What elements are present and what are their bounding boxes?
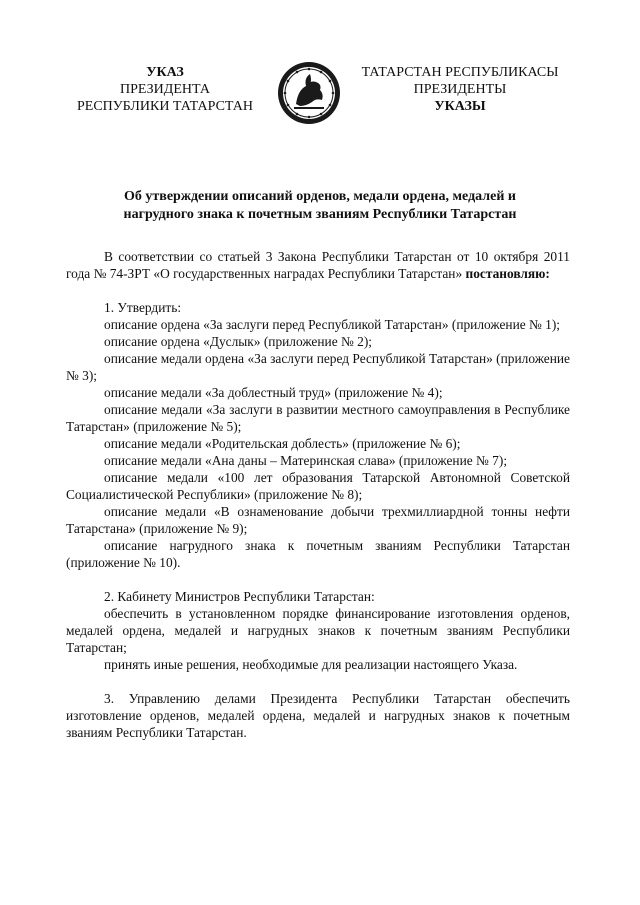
item2-entry: принять иные решения, необходимые для реализации настоящего Указа.: [104, 657, 518, 672]
header-left: [60, 64, 270, 115]
item1-entry: описание медали «За заслуги в развитии местного самоуправления в Республике Татарстан» (приложение № 5);: [66, 402, 570, 434]
document-title: [80, 188, 560, 224]
title-line-2: нагрудного знака к почетным званиям Республики Татарстан: [123, 207, 517, 222]
intro-emphasis: постановляю:: [465, 266, 550, 281]
document-body: [66, 248, 570, 741]
item2-heading: 2. Кабинету Министров Республики Татарстан:: [104, 589, 375, 604]
item1-heading: 1. Утвердить:: [104, 300, 182, 315]
header-right: [350, 64, 570, 115]
president-tatar-label: ПРЕЗИДЕНТЫ: [413, 82, 507, 97]
title-line-1: Об утверждении описаний орденов, медали ордена, медалей и: [124, 189, 516, 204]
item1-entry: описание нагрудного знака к почетным званиям Республики Татарстан (приложение № 10).: [66, 538, 570, 570]
item1-entry: описание медали «Ана даны – Материнская слава» (приложение № 7);: [104, 453, 508, 468]
decree-label: УКАЗ: [146, 65, 184, 80]
intro-text: В соответствии со статьей 3 Закона Республики Татарстан от 10 октября 2011 года № 74-ЗРТ «О государственных наградах Республики Татарстан»: [66, 249, 570, 281]
decree-tatar-label: УКАЗЫ: [434, 99, 486, 114]
item1-entry: описание медали «100 лет образования Татарской Автономной Советской Социалистической Республики» (приложение № 8);: [66, 470, 570, 502]
item1-entry: описание медали «Родительская доблесть» (приложение № 6);: [104, 436, 461, 451]
republic-label: РЕСПУБЛИКИ ТАТАРСТАН: [76, 99, 253, 114]
item1-entry: описание медали ордена «За заслуги перед Республикой Татарстан» (приложение № 3);: [66, 351, 570, 383]
president-label: ПРЕЗИДЕНТА: [120, 82, 210, 97]
item3-paragraph: 3. Управлению делами Президента Республики Татарстан обеспечить изготовление орденов, медалей ордена, медалей и нагрудных знаков к почетным званиям Республики Татарстан.: [66, 691, 570, 740]
item1-entry: описание медали «За доблестный труд» (приложение № 4);: [104, 385, 443, 400]
item1-entry: описание ордена «За заслуги перед Республикой Татарстан» (приложение № 1);: [104, 317, 561, 332]
item1-entry: описание ордена «Дуслык» (приложение № 2);: [104, 334, 372, 349]
item1-entry: описание медали «В ознаменование добычи трехмиллиардной тонны нефти Татарстана» (приложение № 9);: [66, 504, 570, 536]
tatarstan-coat-of-arms-icon: [276, 60, 342, 126]
intro-paragraph: [66, 248, 570, 282]
item2-entry: обеспечить в установленном порядке финансирование изготовления орденов, медалей ордена, медалей и нагрудных знаков к почетным званиям Республики Татарстан;: [66, 606, 570, 655]
republic-tatar-label: ТАТАРСТАН РЕСПУБЛИКАСЫ: [361, 65, 559, 80]
